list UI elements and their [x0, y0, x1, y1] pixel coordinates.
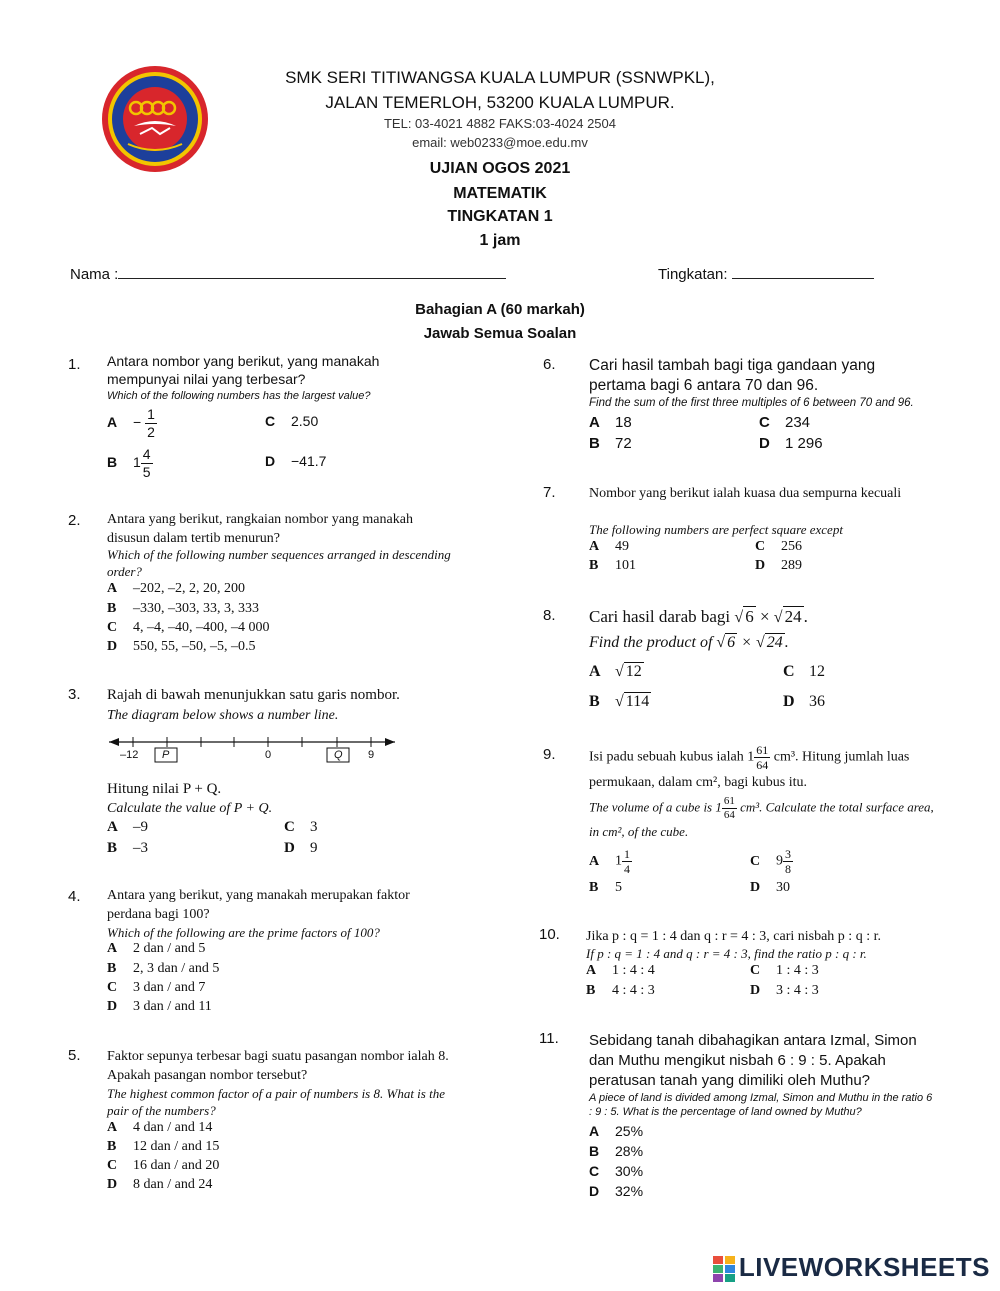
option-c[interactable]: C 1 : 4 : 3 — [750, 963, 819, 978]
option-text: 25% — [615, 1123, 644, 1139]
question-english: If p : q = 1 : 4 and q : r = 4 : 3, find the ratio p : q : r. — [586, 946, 867, 961]
question-english: Calculate the value of P + Q. — [107, 801, 273, 816]
question-stem: Cari hasil tambah bagi tiga gandaan yang pertama bagi 6 antara 70 dan 96. — [589, 357, 876, 394]
option-a[interactable]: A 18 — [589, 414, 632, 431]
form-field[interactable] — [658, 262, 874, 283]
question-stem — [589, 743, 939, 794]
section-instruction: Jawab Semua Soalan — [423, 325, 577, 342]
option-text: − — [133, 414, 142, 431]
option-text: 4 dan / and 14 — [133, 1120, 213, 1135]
fraction — [141, 446, 153, 481]
option-text: 4 : 4 : 3 — [612, 983, 655, 998]
times-sign: × — [759, 607, 770, 626]
option-text: 2 dan / and 5 — [133, 941, 206, 956]
option-text: 28% — [615, 1143, 644, 1159]
option-a[interactable]: A − $\frac{1}{2}$ — [107, 406, 155, 440]
question-english: The highest common factor of a pair of numbers is 8. What is the pair of the numbers? — [107, 1086, 445, 1118]
question-stem: Nombor yang berikut ialah kuasa dua sempurna kecuali — [589, 486, 902, 501]
radicand: 6 — [727, 634, 736, 651]
option-b[interactable]: B –3 — [107, 840, 148, 856]
question-english: The following numbers are perfect square except — [589, 522, 843, 537]
option-text: −41.7 — [291, 453, 327, 469]
option-text: 3 dan / and 11 — [133, 999, 212, 1014]
form-underline — [732, 262, 874, 279]
option-b[interactable]: B –330, –303, 33, 3, 333 — [107, 601, 259, 616]
option-c[interactable]: C 12 — [783, 663, 825, 680]
option-text: 289 — [781, 558, 802, 573]
question-number: 7. — [543, 484, 556, 501]
question-english: Which of the following are the prime factors of 100? — [107, 925, 380, 940]
option-a[interactable]: A –9 — [107, 819, 148, 835]
option-b[interactable]: B 4 : 4 : 3 — [586, 983, 655, 998]
exam-duration: 1 jam — [479, 232, 521, 249]
numberline-label: –12 — [120, 749, 139, 761]
option-c[interactable]: C 3 dan / and 7 — [107, 980, 206, 995]
denominator: 2 — [147, 424, 155, 440]
option-text: 9 — [310, 840, 318, 856]
form-level: TINGKATAN 1 — [447, 208, 553, 225]
option-text: 234 — [785, 414, 811, 431]
question-stem: Hitung nilai P + Q. — [107, 781, 222, 797]
fraction — [783, 847, 793, 876]
question-english: Which of the following numbers has the largest value? — [107, 390, 371, 402]
option-text: 1 : 4 : 4 — [612, 963, 655, 978]
question-stem: Antara nombor yang berikut, yang manakah mempunyai nilai yang terbesar? — [107, 353, 380, 387]
option-text: 1 : 4 : 3 — [776, 963, 819, 978]
denominator: 64 — [723, 809, 735, 821]
option-text: 5 — [615, 880, 622, 895]
option-text: 256 — [781, 539, 802, 554]
option-text: 550, 55, –50, –5, –0.5 — [133, 639, 256, 654]
option-d[interactable]: D 32% — [589, 1183, 644, 1199]
option-a[interactable]: A 1 : 4 : 4 — [586, 963, 655, 978]
question-english: Find the product of √ 6 × √ 24 . — [589, 634, 789, 651]
option-text: 3 : 4 : 3 — [776, 983, 819, 998]
option-text: 12 — [809, 663, 825, 680]
option-text: 3 — [310, 819, 318, 835]
question-stem: Faktor sepunya terbesar bagi suatu pasangan nombor ialah 8. Apakah pasangan nombor tersebut? — [107, 1049, 449, 1083]
stem-text: cm³. Hitung jumlah luas permukaan, dalam cm², bagi kubus itu. — [589, 749, 910, 790]
question-number: 6. — [543, 356, 556, 373]
radicand: 24 — [766, 634, 783, 651]
fraction — [754, 743, 770, 772]
numerator: 1 — [147, 406, 155, 422]
name-field[interactable] — [70, 262, 506, 283]
name-underline — [118, 262, 506, 279]
stem-text: The volume of a cube is 1 — [589, 799, 722, 815]
numerator: 1 — [624, 847, 630, 861]
section-title: Bahagian A (60 markah) — [415, 301, 585, 318]
option-c[interactable]: C 234 — [759, 414, 811, 431]
question-number: 10. — [539, 926, 560, 943]
option-text: –330, –303, 33, 3, 333 — [133, 601, 259, 616]
fraction — [722, 795, 737, 822]
option-b[interactable]: B 101 — [589, 558, 636, 573]
option-a[interactable]: A √ 12 — [589, 663, 642, 680]
option-c[interactable]: C 9 $\frac{3}{8}$ — [750, 847, 791, 876]
option-a[interactable]: A 49 — [589, 539, 629, 554]
option-c[interactable]: C 16 dan / and 20 — [107, 1158, 220, 1173]
question-number: 3. — [68, 686, 81, 703]
option-text: 72 — [615, 435, 632, 452]
question-stem: Rajah di bawah menunjukkan satu garis nombor. — [107, 687, 400, 703]
option-c[interactable]: C 2.50 — [265, 413, 319, 429]
option-text: 12 dan / and 15 — [133, 1139, 220, 1154]
option-b[interactable]: B 5 — [589, 880, 622, 895]
option-text: 2, 3 dan / and 5 — [133, 961, 220, 976]
option-text: 4, –4, –40, –400, –4 000 — [133, 620, 270, 635]
question-number: 8. — [543, 607, 556, 624]
option-d[interactable]: D 289 — [755, 558, 802, 573]
option-d[interactable]: D 8 dan / and 24 — [107, 1177, 213, 1192]
numberline-label: 9 — [368, 749, 375, 761]
option-b[interactable]: B √ 114 — [589, 693, 650, 710]
stem-text: Find the product of — [589, 634, 713, 651]
question-number: 11. — [539, 1030, 559, 1047]
option-b[interactable]: B 12 dan / and 15 — [107, 1139, 220, 1154]
fraction — [145, 406, 157, 441]
option-d[interactable]: D −41.7 — [265, 453, 327, 469]
stem-text: Isi padu sebuah kubus ialah 1 — [589, 749, 755, 765]
numberline-label-p: P — [162, 749, 170, 761]
option-b[interactable]: B 72 — [589, 435, 632, 452]
numerator: 61 — [756, 743, 769, 757]
option-d[interactable]: D 9 — [284, 840, 318, 856]
question-stem: Antara yang berikut, rangkaian nombor yang manakah disusun dalam tertib menurun? — [107, 512, 413, 546]
option-text: 36 — [809, 693, 825, 710]
option-text: 101 — [615, 558, 636, 573]
option-b[interactable]: B 28% — [589, 1143, 644, 1159]
school-name: SMK SERI TITIWANGSA KUALA LUMPUR (SSNWPKL), — [285, 68, 715, 87]
radicand: 24 — [784, 607, 802, 626]
numberline-label-q: Q — [334, 749, 343, 761]
option-text: 1 — [615, 853, 622, 869]
question-number: 9. — [543, 746, 556, 763]
denominator: 4 — [624, 862, 630, 876]
option-text: –9 — [133, 819, 148, 835]
option-d[interactable]: D 550, 55, –50, –5, –0.5 — [107, 639, 256, 654]
option-a[interactable]: A 2 dan / and 5 — [107, 941, 206, 956]
option-text: 49 — [615, 539, 629, 554]
question-number: 4. — [68, 888, 81, 905]
option-c[interactable]: C 30% — [589, 1163, 644, 1179]
option-d[interactable]: D 1 296 — [759, 435, 823, 452]
option-d[interactable]: D 3 dan / and 11 — [107, 999, 212, 1014]
option-text: 8 dan / and 24 — [133, 1177, 213, 1192]
subject-title: MATEMATIK — [453, 185, 547, 202]
option-b[interactable]: B 1 $\frac{4}{5}$ — [107, 446, 151, 480]
numerator: 3 — [785, 847, 791, 861]
option-text: 2.50 — [291, 413, 319, 429]
question-english: A piece of land is divided among Izmal, Simon and Muthu in the ratio 6 : 9 : 5. What is the percentage of land owned by Muthu? — [589, 1092, 933, 1118]
option-a[interactable]: A 25% — [589, 1123, 644, 1139]
school-phone: TEL: 03-4021 4882 FAKS:03-4024 2504 — [383, 116, 616, 131]
option-text: 1 296 — [785, 435, 823, 452]
question-english: The diagram below shows a number line. — [107, 708, 339, 723]
denominator: 8 — [785, 862, 791, 876]
liveworksheets-brand[interactable] — [713, 1252, 990, 1283]
name-label: Nama : — [70, 266, 119, 283]
numberline-label: 0 — [265, 749, 272, 761]
question-stem: Sebidang tanah dibahagikan antara Izmal, Simon dan Muthu mengikut nisbah 6 : 9 : 5. Apakah peratusan tanah yang dimiliki oleh Muthu? — [589, 1032, 917, 1089]
option-text: 12 — [625, 663, 642, 680]
question-stem: Cari hasil darab bagi √ 6 × √ 24 . — [589, 607, 808, 626]
option-text: 32% — [615, 1183, 644, 1199]
period: . — [803, 607, 808, 626]
option-c[interactable]: C 4, –4, –40, –400, –4 000 — [107, 620, 270, 635]
question-english: Find the sum of the first three multiples of 6 between 70 and 96. — [589, 397, 914, 409]
period: . — [784, 634, 789, 651]
school-address: JALAN TEMERLOH, 53200 KUALA LUMPUR. — [325, 93, 675, 112]
stem-text: cm³. Calculate the total surface area, in cm², of the cube. — [589, 799, 934, 839]
numerator: 4 — [142, 446, 151, 462]
number-line — [105, 732, 405, 766]
option-text: 114 — [625, 693, 650, 710]
numerator: 61 — [723, 795, 735, 807]
option-text: 30% — [615, 1163, 644, 1179]
option-d[interactable]: D 36 — [783, 693, 825, 710]
option-c[interactable]: C 256 — [755, 539, 802, 554]
question-english — [589, 795, 939, 842]
option-text: 30 — [776, 880, 790, 895]
fraction — [622, 847, 632, 876]
form-label: Tingkatan: — [658, 266, 728, 283]
school-email: email: web0233@moe.edu.mv — [412, 135, 588, 150]
option-text: 18 — [615, 414, 632, 431]
option-text: 1 — [133, 454, 141, 471]
denominator: 64 — [756, 758, 769, 772]
question-stem: Antara yang berikut, yang manakah merupakan faktor perdana bagi 100? — [107, 888, 410, 922]
option-a[interactable]: A 1 $\frac{1}{4}$ — [589, 847, 630, 876]
brand-text: LIVEWORKSHEETS — [738, 1252, 990, 1282]
option-a[interactable]: A 4 dan / and 14 — [107, 1120, 213, 1135]
option-c[interactable]: C 3 — [284, 819, 318, 835]
option-b[interactable]: B 2, 3 dan / and 5 — [107, 961, 220, 976]
stem-text: Cari hasil darab bagi — [589, 607, 731, 626]
option-text: 9 — [776, 853, 783, 869]
question-number: 1. — [68, 356, 81, 373]
radicand: 6 — [745, 607, 754, 626]
option-a[interactable]: A –202, –2, 2, 20, 200 — [107, 581, 245, 596]
option-text: 3 dan / and 7 — [133, 980, 206, 995]
denominator: 5 — [142, 464, 151, 480]
liveworksheets-logo-icon — [713, 1256, 735, 1282]
question-english: Which of the following number sequences arranged in descending order? — [107, 547, 451, 579]
question-number: 5. — [68, 1047, 81, 1064]
option-d[interactable]: D 30 — [750, 880, 790, 895]
option-text: –3 — [133, 840, 148, 856]
question-stem: Jika p : q = 1 : 4 dan q : r = 4 : 3, cari nisbah p : q : r. — [586, 929, 881, 944]
option-d[interactable]: D 3 : 4 : 3 — [750, 983, 819, 998]
exam-title: UJIAN OGOS 2021 — [429, 160, 571, 177]
option-text: –202, –2, 2, 20, 200 — [133, 581, 245, 596]
option-text: 16 dan / and 20 — [133, 1158, 220, 1173]
times-sign: × — [741, 634, 752, 651]
question-number: 2. — [68, 512, 81, 529]
